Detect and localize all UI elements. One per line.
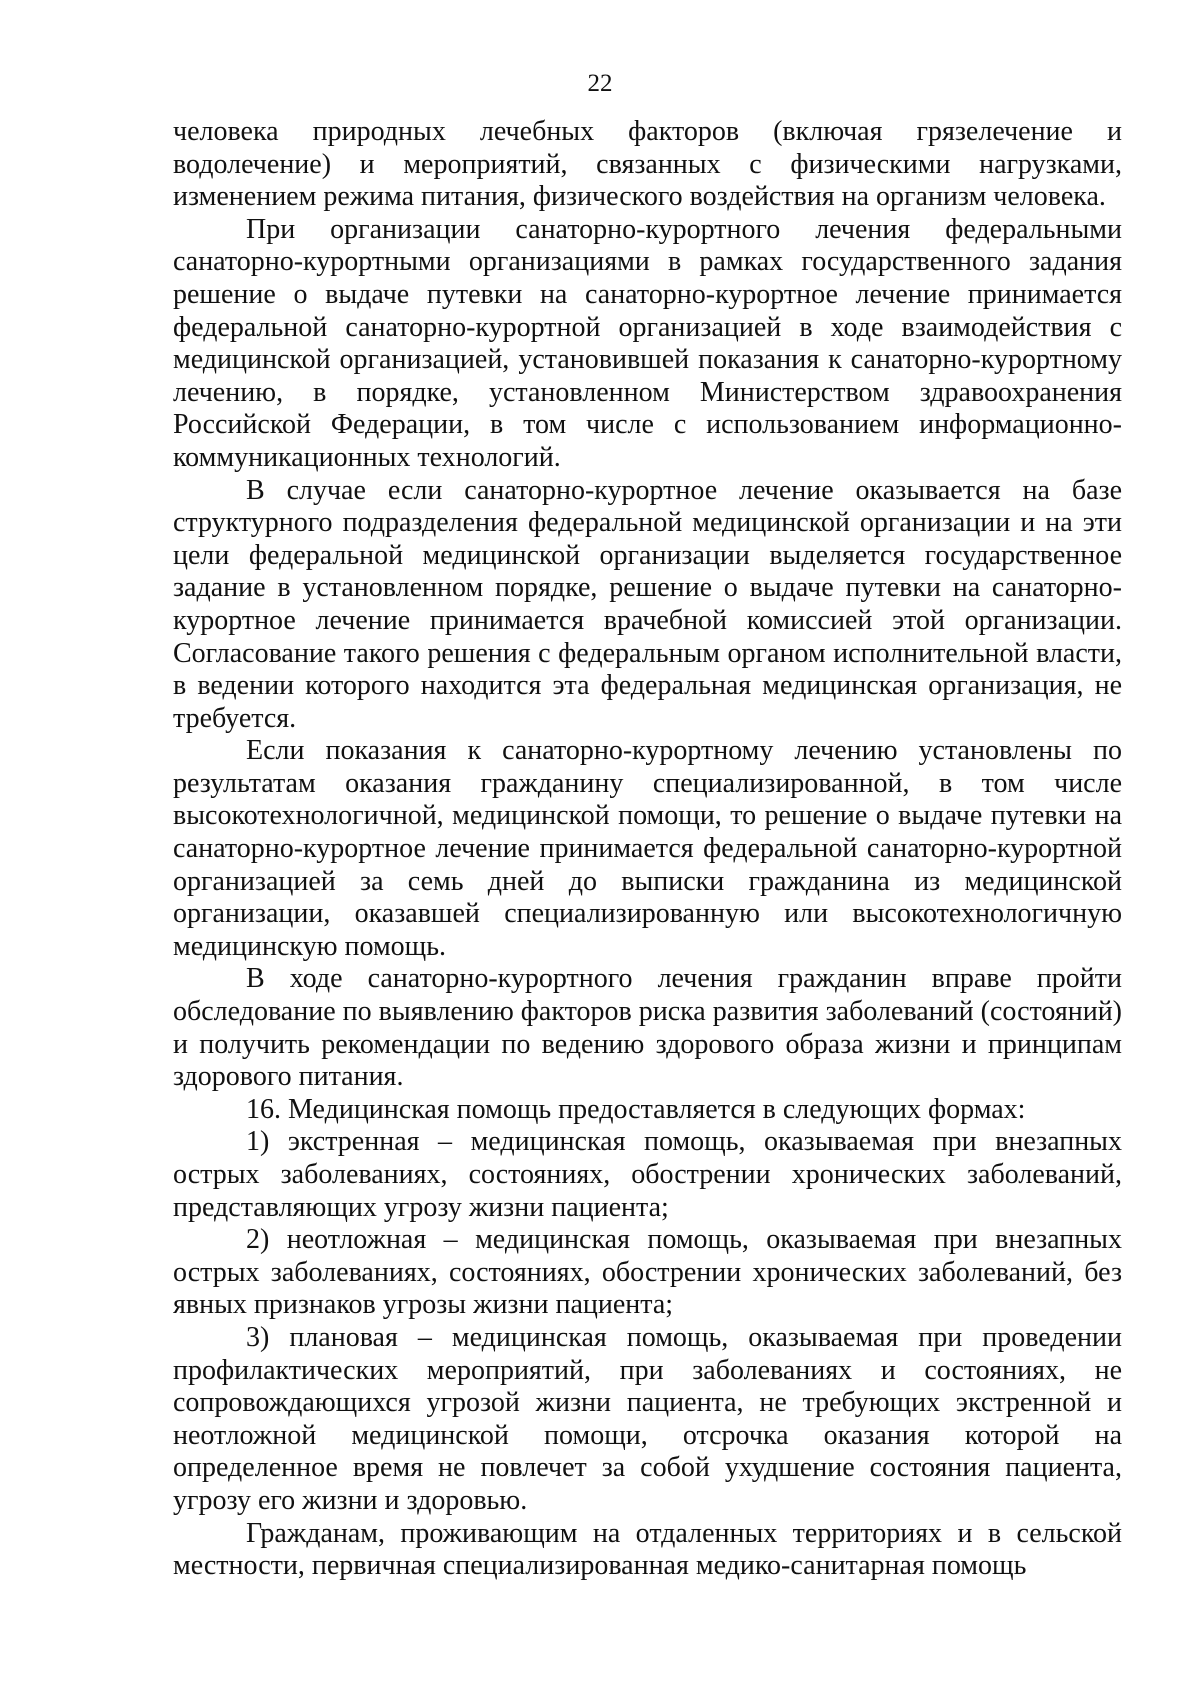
paragraph: В ходе санаторно-курортного лечения гражданин вправе пройти обследование по выявлению факторов риска развития заболеваний (состояний) и получить рекомендации по ведению здорового образа жизни и принципам здорового питания. bbox=[173, 963, 1122, 1093]
list-item-emergency: 1) экстренная – медицинская помощь, оказываемая при внезапных острых заболеваниях, состояниях, обострении хронических заболеваний, представляющих угрозу жизни пациента; bbox=[173, 1126, 1122, 1223]
list-item-planned: 3) плановая – медицинская помощь, оказываемая при проведении профилактических мероприятий, при заболеваниях и состояниях, не сопровождающихся угрозой жизни пациента, не требующих экстренной и неотложной медицинской помощи, отсрочка оказания которой на определенное время не повлечет за собой ухудшение состояния пациента, угрозу его жизни и здоровью. bbox=[173, 1321, 1122, 1516]
paragraph: Если показания к санаторно-курортному лечению установлены по результатам оказания гражданину специализированной, в том числе высокотехнологичной, медицинской помощи, то решение о выдаче путевки на санаторно-курортное лечение принимается федеральной санаторно-курортной организацией за семь дней до выписки гражданина из медицинской организации, оказавшей специализированную или высокотехнологичную медицинскую помощь. bbox=[173, 735, 1122, 962]
list-item-urgent: 2) неотложная – медицинская помощь, оказываемая при внезапных острых заболеваниях, состояниях, обострении хронических заболеваний, без явных признаков угрозы жизни пациента; bbox=[173, 1224, 1122, 1321]
document-body bbox=[173, 116, 1122, 1583]
section-heading-16: 16. Медицинская помощь предоставляется в следующих формах: bbox=[246, 1093, 1026, 1125]
page-number: 22 bbox=[587, 70, 613, 97]
paragraph-continuation: человека природных лечебных факторов (включая грязелечение и водолечение) и мероприятий, связанных с физическими нагрузками, изменением режима питания, физического воздействия на организм человека. bbox=[173, 116, 1122, 213]
paragraph: При организации санаторно-курортного лечения федеральными санаторно-курортными организациями в рамках государственного задания решение о выдаче путевки на санаторно-курортное лечение принимается федеральной санаторно-курортной организацией в ходе взаимодействия с медицинской организацией, установившей показания к санаторно-курортному лечению, в порядке, установленном Министерством здравоохранения Российской Федерации, в том числе с использованием информационно-коммуникационных технологий. bbox=[173, 213, 1122, 473]
paragraph-continues-next-page: Гражданам, проживающим на отдаленных территориях и в сельской местности, первичная специализированная медико-санитарная помощь bbox=[173, 1517, 1122, 1582]
paragraph: В случае если санаторно-курортное лечение оказывается на базе структурного подразделения федеральной медицинской организации и на эти цели федеральной медицинской организации выделяется государственное задание в установленном порядке, решение о выдаче путевки на санаторно-курортное лечение принимается врачебной комиссией этой организации. Согласование такого решения с федеральным органом исполнительной власти, в ведении которого находится эта федеральная медицинская организация, не требуется. bbox=[173, 474, 1122, 734]
